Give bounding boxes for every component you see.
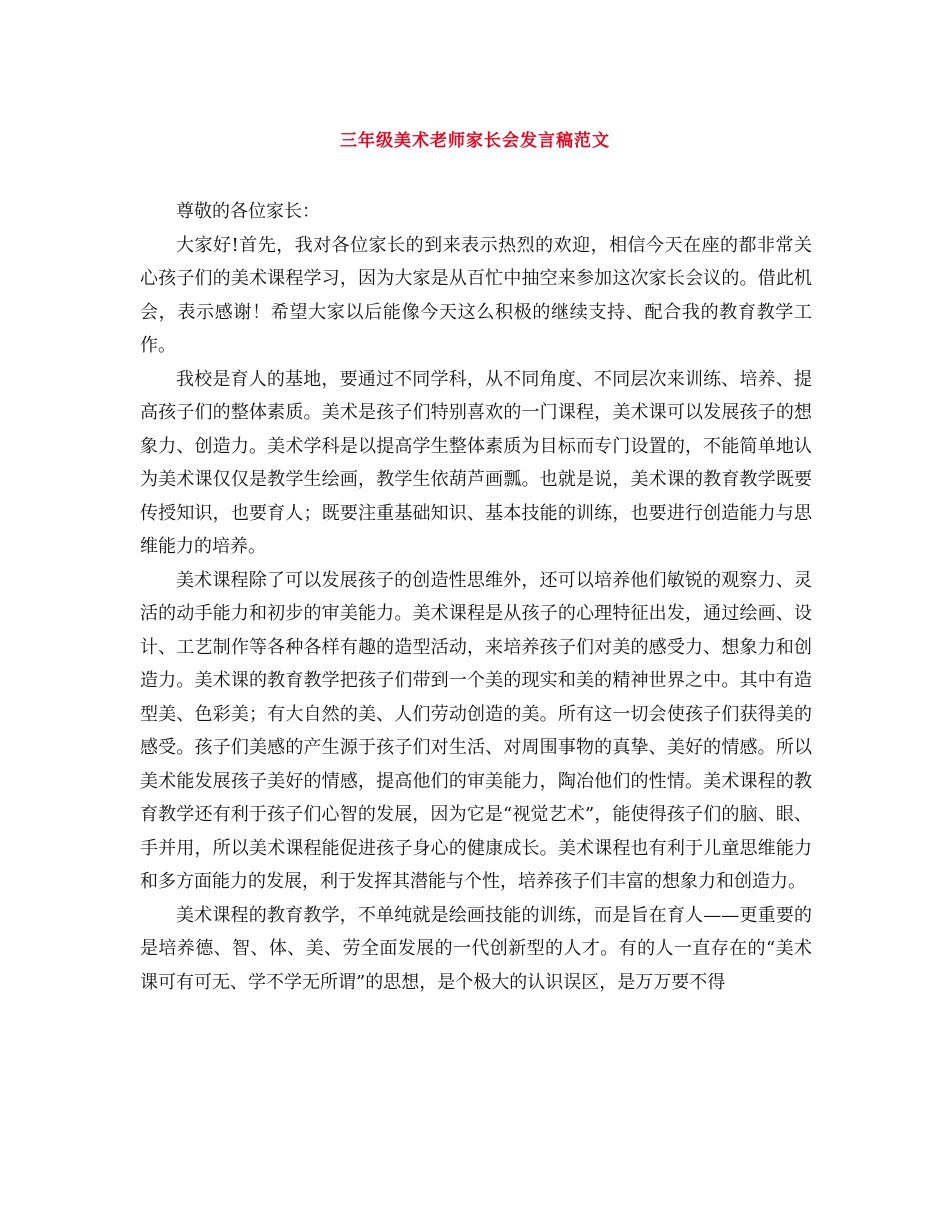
body-paragraph: 美术课程的教育教学，不单纯就是绘画技能的训练，而是旨在育人——更重要的是培养德、智、体、美、劳全面发展的一代创新型的人才。有的人一直存在的“美术课可有可无、学不学无所谓”的思想，是个极大的认识误区，是万万要不得 (140, 904, 812, 993)
document-title: 三年级美术老师家长会发言稿范文 (340, 131, 610, 151)
greeting-paragraph: 尊敬的各位家长： (176, 201, 320, 222)
body-paragraph: 美术课程除了可以发展孩子的创造性思维外，还可以培养他们敏锐的观察力、灵活的动手能力和初步的审美能力。美术课程是从孩子的心理特征出发，通过绘画、设计、工艺制作等各种各样有趣的造型活动，来培养孩子们对美的感受力、想象力和创造力。美术课的教育教学把孩子们带到一个美的现实和美的精神世界之中。其中有造型美、色彩美；有大自然的美、人们劳动创造的美。所有这一切会使孩子们获得美的感受。孩子们美感的产生源于孩子们对生活、对周围事物的真挚、美好的情感。所以美术能发展孩子美好的情感，提高他们的审美能力，陶冶他们的性情。美术课程的教育教学还有利于孩子们心智的发展，因为它是“视觉艺术”，能使得孩子们的脑、眼、手并用，所以美术课程能促进孩子身心的健康成长。美术课程也有利于儿童思维能力和多方面能力的发展，利于发挥其潜能与个性，培养孩子们丰富的想象力和创造力。 (140, 569, 812, 892)
body-paragraph: 我校是育人的基地，要通过不同学科，从不同角度、不同层次来训练、培养、提高孩子们的整体素质。美术是孩子们特别喜欢的一门课程，美术课可以发展孩子的想象力、创造力。美术学科是以提高学生整体素质为目标而专门设置的，不能简单地认为美术课仅仅是教学生绘画，教学生依葫芦画瓢。也就是说，美术课的教育教学既要传授知识，也要育人；既要注重基础知识、基本技能的训练，也要进行创造能力与思维能力的培养。 (140, 368, 812, 557)
document-body (140, 195, 812, 999)
body-paragraph: 大家好!首先，我对各位家长的到来表示热烈的欢迎，相信今天在座的都非常关心孩子们的美术课程学习，因为大家是从百忙中抽空来参加这次家长会议的。借此机会，表示感谢！希望大家以后能像今天这么积极的继续支持、配合我的教育教学工作。 (140, 234, 812, 356)
